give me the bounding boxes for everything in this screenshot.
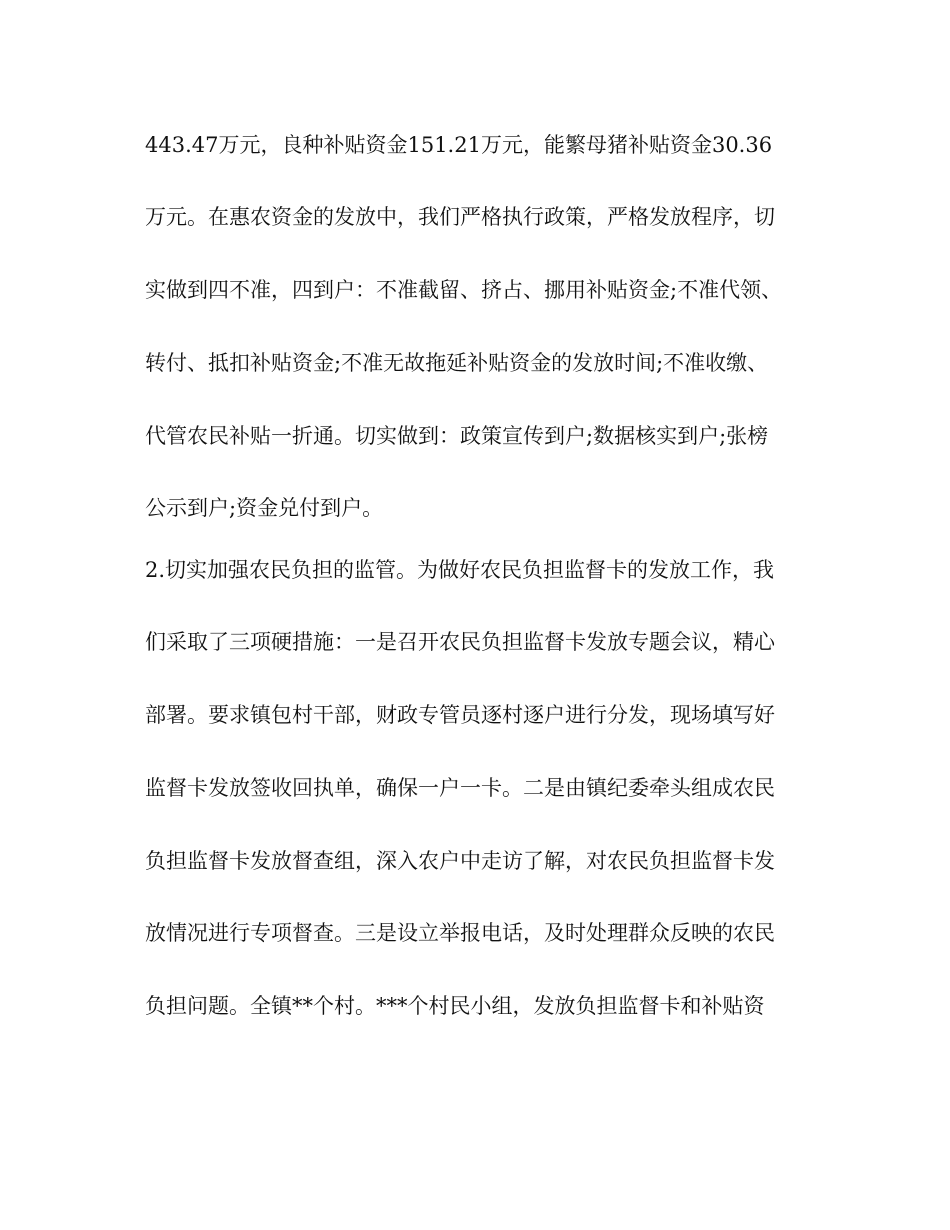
text-line: 实做到四不准，四到户：不准截留、挤占、挪用补贴资金;不准代领、 [145, 278, 783, 302]
text-line: 公示到户;资金兑付到户。 [145, 496, 384, 520]
text-line: 443.47万元，良种补贴资金151.21万元，能繁母猪补贴资金30.36 [145, 133, 773, 157]
text-line: 部署。要求镇包村干部，财政专管员逐村逐户进行分发，现场填写好 [145, 703, 775, 727]
text-line: 2.切实加强农民负担的监管。为做好农民负担监督卡的发放工作，我 [145, 558, 775, 582]
text-line: 放情况进行专项督查。三是设立举报电话，及时处理群众反映的农民 [145, 921, 775, 945]
text-line: 负担问题。全镇**个村。***个村民小组，发放负担监督卡和补贴资 [145, 994, 765, 1018]
text-line: 监督卡发放签收回执单，确保一户一卡。二是由镇纪委牵头组成农民 [145, 776, 775, 800]
text-line: 转付、抵扣补贴资金;不准无故拖延补贴资金的发放时间;不准收缴、 [145, 351, 769, 375]
text-line: 代管农民补贴一折通。切实做到：政策宣传到户;数据核实到户;张榜 [145, 424, 769, 448]
text-line: 们采取了三项硬措施：一是召开农民负担监督卡发放专题会议，精心 [145, 630, 775, 654]
text-line: 万元。在惠农资金的发放中，我们严格执行政策，严格发放程序，切 [145, 205, 775, 229]
text-line: 负担监督卡发放督查组，深入农户中走访了解，对农民负担监督卡发 [145, 849, 775, 873]
